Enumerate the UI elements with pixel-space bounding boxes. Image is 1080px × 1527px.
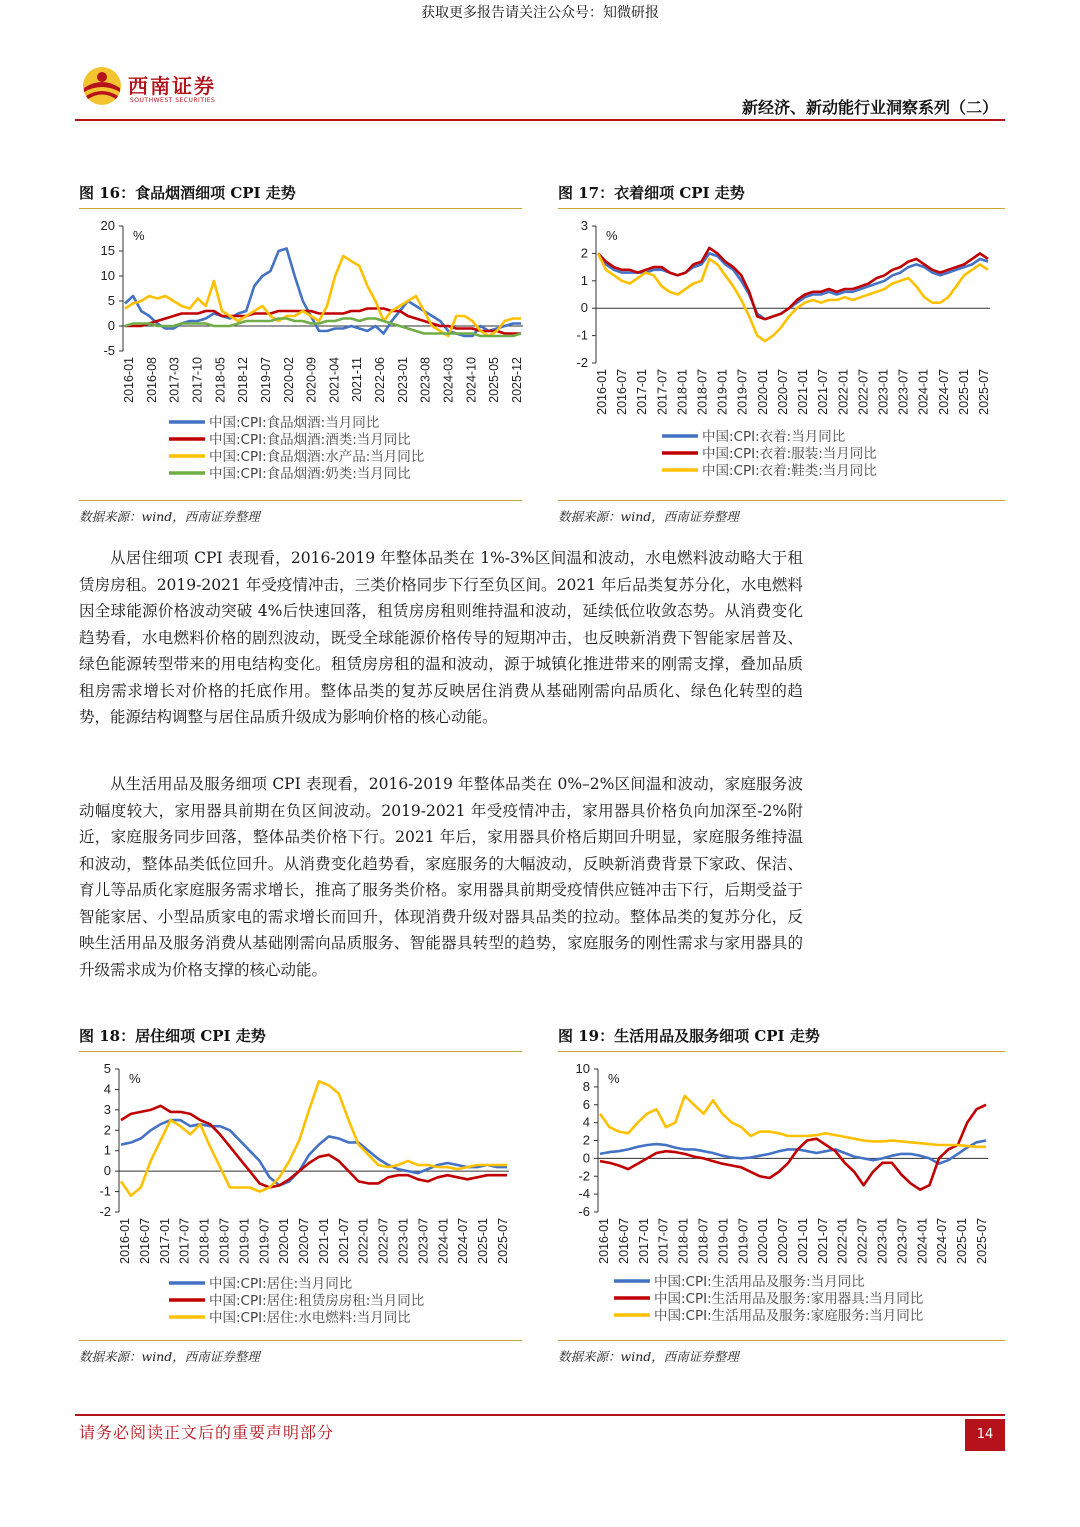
- legend-label-2: 中国:CPI:衣着:鞋类:当月同比: [702, 463, 877, 479]
- x-tick-label: 2025-07: [977, 369, 991, 415]
- y-tick-label: -2: [576, 355, 588, 370]
- y-tick-label: 4: [582, 1114, 590, 1130]
- x-tick-label: 2024-03: [441, 357, 456, 403]
- y-tick-label: 3: [103, 1101, 111, 1117]
- y-tick-label: -6: [578, 1204, 590, 1219]
- x-tick-label: 2020-07: [297, 1218, 312, 1264]
- x-tick-label: 2019-01: [237, 1218, 252, 1264]
- x-tick-label: 2023-01: [875, 1218, 890, 1264]
- x-tick-label: 2017-07: [655, 369, 670, 415]
- y-tick-label: -5: [103, 343, 115, 358]
- unit-label: %: [129, 1071, 141, 1086]
- series-title: 新经济、新动能行业洞察系列（二）: [741, 98, 998, 117]
- x-tick-label: 2018-07: [695, 369, 710, 415]
- x-tick-label: 2020-01: [755, 369, 770, 415]
- y-tick-label: 15: [100, 243, 115, 258]
- f19-svg: [558, 1055, 1005, 1337]
- y-tick-label: 2: [582, 1132, 590, 1148]
- x-tick-label: 2024-01: [915, 1218, 930, 1264]
- x-tick-label: 2021-07: [815, 1218, 830, 1264]
- x-tick-label: 2024-07: [935, 1218, 950, 1264]
- legend-label-1: 中国:CPI:生活用品及服务:家用器具:当月同比: [654, 1291, 924, 1307]
- unit-label: %: [133, 228, 145, 243]
- figure-18-chart: [79, 1055, 522, 1337]
- x-tick-label: 2023-07: [895, 1218, 910, 1264]
- x-tick-label: 2025-01: [476, 1218, 491, 1264]
- y-tick-label: 0: [107, 318, 115, 333]
- top-note: 获取更多报告请关注公众号：知微研报: [421, 5, 659, 21]
- y-tick-label: -1: [99, 1183, 111, 1199]
- x-tick-label: 2016-07: [615, 369, 630, 415]
- y-tick-label: 0: [582, 1150, 590, 1166]
- x-tick-label: 2016-07: [616, 1218, 631, 1264]
- figure-17-bottom-rule: [558, 500, 1005, 501]
- unit-label: %: [606, 228, 618, 243]
- y-tick-label: 8: [582, 1078, 590, 1094]
- x-tick-label: 2020-01: [277, 1218, 292, 1264]
- x-tick-label: 2022-07: [855, 1218, 870, 1264]
- company-logo: [82, 66, 242, 110]
- series-line-2: [121, 1081, 507, 1195]
- y-tick-label: 10: [575, 1061, 590, 1076]
- figure-17-rule: [558, 208, 1005, 209]
- x-tick-label: 2025-07: [975, 1218, 989, 1264]
- logo-text-cn: 西南证券: [128, 74, 216, 98]
- x-tick-label: 2018-07: [696, 1218, 711, 1264]
- y-tick-label: 5: [103, 1061, 111, 1076]
- figure-18-title: 图 18：居住细项 CPI 走势: [79, 1027, 266, 1045]
- x-tick-label: 2021-01: [795, 1218, 810, 1264]
- x-tick-label: 2016-01: [597, 1218, 611, 1264]
- x-tick-label: 2017-03: [167, 357, 182, 403]
- x-tick-label: 2023-08: [418, 357, 433, 403]
- y-tick-label: 10: [100, 268, 115, 283]
- x-tick-label: 2022-07: [376, 1218, 391, 1264]
- paragraph-household: 从生活用品及服务细项 CPI 表现看，2016-2019 年整体品类在 0%–2%区间温和波动，家庭服务波动幅度较大，家用器具前期在负区间波动。2019-2021 年受疫情冲击，家用器具价格负向加深至-2%附近，家庭服务同步回落，整体品类价格下行。2021 年后，家用器具价格后期回升明显，家庭服务维持温和波动，整体品类低位回升。从消费变化趋势看，家庭服务的大幅波动，反映新消费背景下家政、保洁、育儿等品质化家庭服务需求增长，推高了服务类价格。家用器具前期受疫情供应链冲击下行，后期受益于智能家居、小型品质家电的需求增长而回升，体现消费升级对器具品类的拉动。整体品类的复苏分化，反映生活用品及服务消费从基础刚需向品质服务、智能器具转型的趋势，家庭服务的刚性需求与家用器具的升级需求成为价格支撑的核心动能。: [79, 775, 803, 979]
- x-tick-label: 2017-01: [636, 1218, 651, 1264]
- x-tick-label: 2020-07: [775, 369, 790, 415]
- legend-label-1: 中国:CPI:食品烟酒:酒类:当月同比: [209, 432, 411, 448]
- series-line-1: [121, 1106, 507, 1188]
- legend-label-3: 中国:CPI:食品烟酒:奶类:当月同比: [209, 466, 411, 482]
- x-tick-label: 2016-01: [122, 357, 136, 403]
- figure-19-chart: [558, 1055, 1005, 1337]
- x-tick-label: 2019-07: [736, 1218, 751, 1264]
- x-tick-label: 2025-12: [510, 357, 524, 403]
- x-tick-label: 2023-01: [876, 369, 891, 415]
- figure-16-source: 数据来源：wind，西南证券整理: [79, 509, 260, 524]
- x-tick-label: 2020-02: [281, 357, 296, 403]
- x-tick-label: 2024-01: [436, 1218, 451, 1264]
- x-tick-label: 2021-07: [336, 1218, 351, 1264]
- figure-16-bottom-rule: [79, 500, 522, 501]
- x-tick-label: 2020-01: [756, 1218, 771, 1264]
- x-tick-label: 2022-01: [835, 1218, 850, 1264]
- x-tick-label: 2023-07: [896, 369, 911, 415]
- x-tick-label: 2025-05: [487, 357, 502, 403]
- x-tick-label: 2018-12: [236, 357, 251, 403]
- x-tick-label: 2017-07: [656, 1218, 671, 1264]
- legend-label-2: 中国:CPI:生活用品及服务:家庭服务:当月同比: [654, 1308, 924, 1324]
- series-line-2: [600, 1096, 986, 1147]
- x-tick-label: 2021-01: [796, 369, 811, 415]
- legend-label-0: 中国:CPI:食品烟酒:当月同比: [209, 415, 380, 431]
- x-tick-label: 2021-01: [316, 1218, 331, 1264]
- x-tick-label: 2019-07: [258, 357, 273, 403]
- y-tick-label: -2: [578, 1168, 590, 1184]
- f16-svg: [79, 212, 522, 497]
- x-tick-label: 2019-07: [257, 1218, 272, 1264]
- f17-svg: [558, 212, 1005, 497]
- figure-18-source: 数据来源：wind，西南证券整理: [79, 1349, 260, 1364]
- x-tick-label: 2021-11: [350, 357, 365, 402]
- x-tick-label: 2020-09: [304, 357, 319, 403]
- y-tick-label: -4: [578, 1186, 590, 1202]
- figure-18-bottom-rule: [79, 1340, 522, 1341]
- x-tick-label: 2016-07: [137, 1218, 152, 1264]
- x-tick-label: 2023-01: [396, 1218, 411, 1264]
- x-tick-label: 2017-01: [635, 369, 650, 415]
- series-line-0: [598, 253, 988, 319]
- legend-label-1: 中国:CPI:衣着:服装:当月同比: [702, 446, 877, 462]
- x-tick-label: 2022-07: [856, 369, 871, 415]
- y-tick-label: 5: [107, 293, 115, 308]
- logo-emblem-icon: [82, 66, 122, 106]
- f18-svg: [79, 1055, 522, 1337]
- figure-16-rule: [79, 208, 522, 209]
- x-tick-label: 2025-07: [496, 1218, 510, 1264]
- figure-19-source: 数据来源：wind，西南证券整理: [558, 1349, 739, 1364]
- y-tick-label: 0: [103, 1163, 111, 1179]
- y-tick-label: 3: [580, 218, 588, 233]
- legend-label-2: 中国:CPI:居住:水电燃料:当月同比: [209, 1310, 411, 1326]
- y-tick-label: 1: [103, 1142, 111, 1158]
- x-tick-label: 2020-07: [776, 1218, 791, 1264]
- y-tick-label: 2: [103, 1122, 111, 1138]
- y-tick-label: 2: [580, 245, 588, 261]
- paragraph-housing: 从居住细项 CPI 表现看，2016-2019 年整体品类在 1%-3%区间温和波动，水电燃料波动略大于租赁房房租。2019-2021 年受疫情冲击，三类价格同步下行至负区间。2021 年后品类复苏分化，水电燃料因全球能源价格波动突破 4%后快速回落，租赁房房租则维持温和波动，延续低位收敛态势。从消费变化趋势看，水电燃料价格的剧烈波动，既受全球能源价格传导的短期冲击，也反映新消费下智能家居普及、绿色能源转型带来的用电结构变化。租赁房房租的温和波动，源于城镇化推进带来的刚需支撑，叠加品质租房需求增长对价格的托底作用。整体品类的复苏反映居住消费从基础刚需向品质化、绿色化转型的趋势，能源结构调整与居住品质升级成为影响价格的核心动能。: [79, 549, 803, 726]
- unit-label: %: [608, 1071, 620, 1086]
- logo-text-en: SOUTHWEST SECURITIES: [130, 97, 216, 104]
- x-tick-label: 2018-01: [676, 1218, 691, 1264]
- y-tick-label: 4: [103, 1081, 111, 1097]
- x-tick-label: 2016-01: [595, 369, 609, 415]
- figure-17-source: 数据来源：wind，西南证券整理: [558, 509, 739, 524]
- y-tick-label: -2: [99, 1204, 111, 1219]
- footer-divider: [75, 1414, 1005, 1416]
- x-tick-label: 2021-04: [327, 357, 342, 403]
- x-tick-label: 2024-07: [936, 369, 951, 415]
- y-tick-label: -1: [576, 327, 588, 343]
- legend-label-2: 中国:CPI:食品烟酒:水产品:当月同比: [209, 449, 425, 465]
- figure-16-title: 图 16：食品烟酒细项 CPI 走势: [79, 184, 296, 202]
- x-tick-label: 2017-10: [190, 357, 205, 403]
- x-tick-label: 2017-01: [157, 1218, 172, 1264]
- x-tick-label: 2016-08: [144, 357, 159, 403]
- x-tick-label: 2023-07: [416, 1218, 431, 1264]
- y-tick-label: 20: [100, 218, 115, 233]
- figure-19-title: 图 19：生活用品及服务细项 CPI 走势: [558, 1027, 820, 1045]
- figure-18-rule: [79, 1051, 522, 1052]
- x-tick-label: 2025-01: [956, 369, 971, 415]
- figure-17-title: 图 17：衣着细项 CPI 走势: [558, 184, 745, 202]
- x-tick-label: 2024-10: [464, 357, 479, 403]
- header-divider: [75, 119, 1005, 121]
- figure-16-chart: [79, 212, 522, 497]
- y-tick-label: 6: [582, 1096, 590, 1112]
- series-line-1: [600, 1105, 986, 1190]
- figure-17-chart: [558, 212, 1005, 497]
- x-tick-label: 2018-07: [217, 1218, 232, 1264]
- figure-19-bottom-rule: [558, 1340, 1005, 1341]
- x-tick-label: 2023-01: [395, 357, 410, 403]
- x-tick-label: 2024-07: [456, 1218, 471, 1264]
- y-tick-label: 1: [580, 272, 588, 288]
- x-tick-label: 2022-06: [373, 357, 388, 403]
- x-tick-label: 2019-01: [715, 369, 730, 415]
- x-tick-label: 2016-01: [118, 1218, 132, 1264]
- x-tick-label: 2022-01: [836, 369, 851, 415]
- x-tick-label: 2025-01: [955, 1218, 970, 1264]
- x-tick-label: 2017-07: [177, 1218, 192, 1264]
- x-tick-label: 2018-05: [213, 357, 228, 403]
- legend-label-0: 中国:CPI:衣着:当月同比: [702, 429, 846, 445]
- legend-label-0: 中国:CPI:生活用品及服务:当月同比: [654, 1274, 865, 1290]
- x-tick-label: 2021-07: [816, 369, 831, 415]
- x-tick-label: 2019-01: [716, 1218, 731, 1264]
- x-tick-label: 2022-01: [356, 1218, 371, 1264]
- x-tick-label: 2018-01: [675, 369, 690, 415]
- x-tick-label: 2018-01: [197, 1218, 212, 1264]
- page-number: 14: [965, 1419, 1005, 1451]
- legend-label-1: 中国:CPI:居住:租赁房房租:当月同比: [209, 1293, 425, 1309]
- footer-disclaimer: 请务必阅读正文后的重要声明部分: [79, 1423, 335, 1442]
- legend-label-0: 中国:CPI:居住:当月同比: [209, 1276, 353, 1292]
- x-tick-label: 2019-07: [735, 369, 750, 415]
- figure-19-rule: [558, 1051, 1005, 1052]
- x-tick-label: 2024-01: [916, 369, 931, 415]
- y-tick-label: 0: [580, 300, 588, 316]
